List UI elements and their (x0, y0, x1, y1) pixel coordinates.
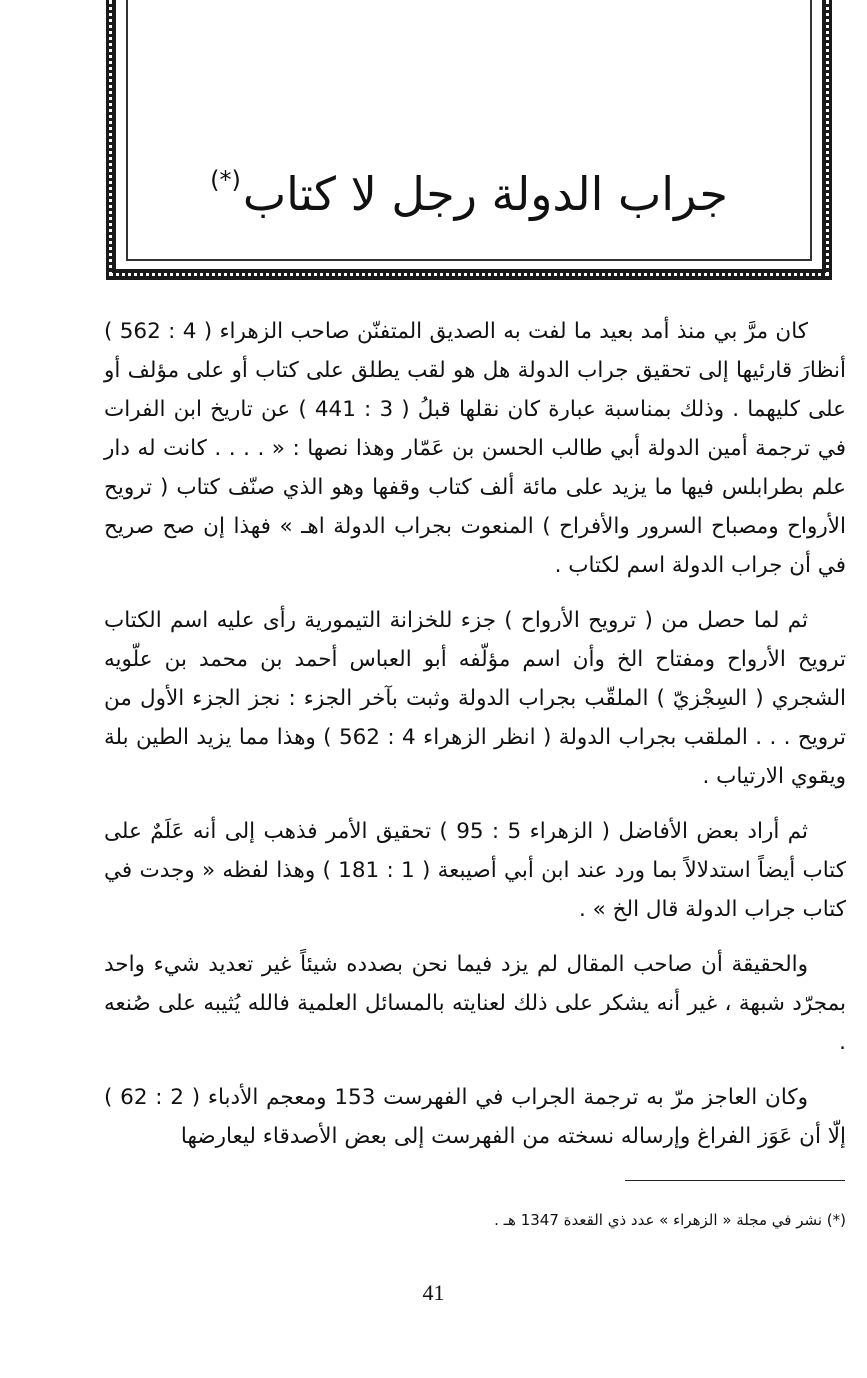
footnote: (*) نشر في مجلة « الزهراء » عدد ذي القعدة 1347 هـ . (494, 1211, 846, 1229)
page-number: 41 (422, 1280, 445, 1305)
paragraph-4: والحقيقة أن صاحب المقال لم يزد فيما نحن بصدده شيئاً غير تعديد شيء واحد بمجرّد شبهة ، غير أنه يشكر على ذلك لعنايته بالمسائل العلمية فالله يُثيبه على صُنعه . (104, 952, 846, 1055)
decorative-title-frame (106, 0, 832, 280)
paragraph-3: ثم أراد بعض الأفاضل ( الزهراء 5 : 95 ) تحقيق الأمر فذهب إلى أنه عَلَمٌ على كتاب أيضاً استدلالاً بما ورد عند ابن أبي أصيبعة ( 1 : 181 ) وهذا لفظه « وجدت في كتاب جراب الدولة قال الخ » . (104, 819, 846, 922)
paragraph-1: كان مرَّ بي منذ أمد بعيد ما لفت به الصديق المتفنّن صاحب الزهراء ( 4 : 562 ) أنظارَ قارئيها إلى تحقيق جراب الدولة هل هو لقب يطلق على كتاب أو على مؤلف أو على كليهما . وذلك بمناسبة عبارة كان نقلها قبلُ ( 3 : 441 ) عن تاريخ ابن الفرات في ترجمة أمين الدولة أبي طالب الحسن بن عَمّار وهذا نصها : « . . . . كانت له دار علم بطرابلس فيها ما يزيد على مائة ألف كتاب وقفها وهو الذي صنّف كتاب ( ترويح الأرواح ومصباح السرور والأفراح ) المنعوت بجراب الدولة اهـ » فهذا إن صح صريح في أن جراب الدولة اسم لكتاب . (104, 319, 846, 578)
chapter-title-text: جراب الدولة رجل لا كتاب (242, 167, 728, 221)
title-footnote-mark: (*) (210, 166, 241, 194)
paragraph-2: ثم لما حصل من ( ترويح الأرواح ) جزء للخزانة التيمورية رأى عليه اسم الكتاب ترويح الأرواح ومفتاح الخ وأن اسم مؤلّفه أبو العباس أحمد بن محمد بن علّويه الشجري ( السِجْزيّ ) الملقّب بجراب الدولة وثبت بآخر الجزء : نجز الجزء الأول من ترويح . . . الملقب بجراب الدولة ( انظر الزهراء 4 : 562 ) وهذا مما يزيد الطين بلة ويقوي الارتياب . (104, 608, 846, 789)
chapter-title (116, 150, 822, 224)
body-text (104, 312, 846, 1172)
paragraph-5: وكان العاجز مرّ به ترجمة الجراب في الفهرست 153 ومعجم الأدباء ( 2 : 62 ) إلّا أن عَوَز الفراغ وإرساله نسخته من الفهرست إلى بعض الأصدقاء ليعارضها (104, 1085, 846, 1149)
footnote-divider (625, 1180, 845, 1181)
